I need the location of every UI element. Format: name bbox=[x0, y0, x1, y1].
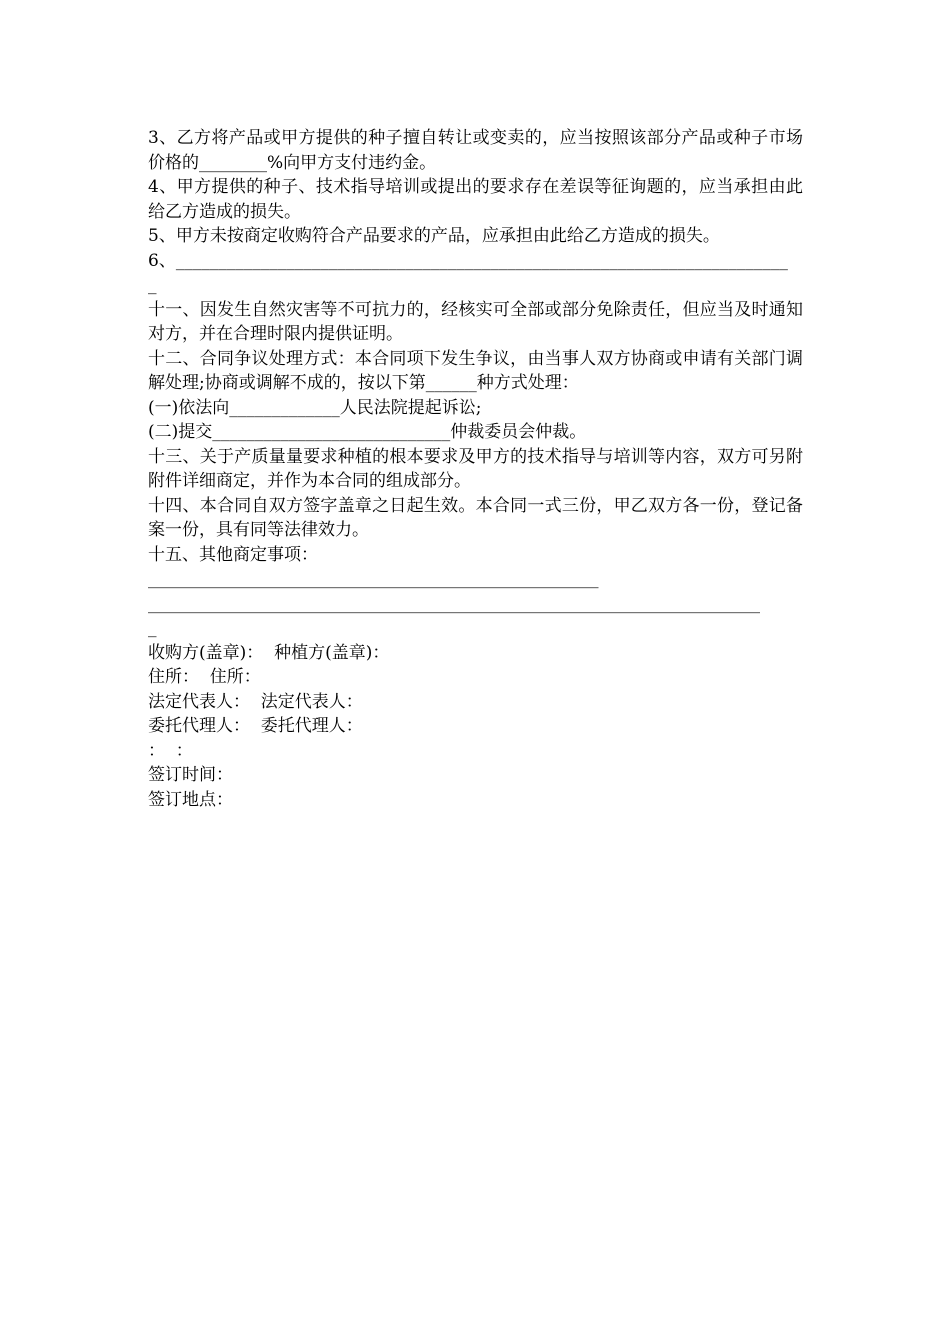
dispute-option-litigation: (一)依法向_____________人民法院提起诉讼; bbox=[148, 397, 482, 418]
other-matters-blank-1: _____________________________________________________ bbox=[148, 569, 599, 589]
clause-5: 5、甲方未按商定收购符合产品要求的产品，应承担由此给乙方造成的损失。 bbox=[148, 226, 720, 246]
signature-address: 住所： 住所： bbox=[148, 667, 261, 687]
dispute-option-arbitration: (二)提交____________________________仲裁委员会仲裁。 bbox=[148, 422, 587, 442]
clause-6-blank-tail: _ bbox=[148, 275, 157, 295]
clause-quality: 十三、关于产质量量要求种植的根本要求及甲方的技术指导与培训等内容，双方可另附附件详细商定，并作为本合同的组成部分。 bbox=[148, 446, 803, 491]
other-matters-blank-2: ________________________________________________________________________ bbox=[148, 593, 760, 614]
signature-parties: 收购方(盖章)： 种植方(盖章)： bbox=[148, 642, 390, 663]
signature-time: 签订时间： bbox=[148, 765, 233, 785]
signature-place: 签订地点： bbox=[148, 789, 233, 810]
clause-3: 3、乙方将产品或甲方提供的种子擅自转让或变卖的，应当按照该部分产品或种子市场价格的________%向甲方支付违约金。 bbox=[148, 128, 803, 173]
clause-6-blank: 6、________________________________________________________________________ bbox=[148, 250, 788, 271]
other-matters-blank-tail: _ bbox=[148, 618, 157, 638]
contract-text bbox=[148, 126, 803, 812]
signature-agent: 委托代理人： 委托代理人： bbox=[148, 716, 363, 736]
clause-effect: 十四、本合同自双方签字盖章之日起生效。本合同一式三份，甲乙双方各一份，登记备案一份，具有同等法律效力。 bbox=[148, 495, 803, 540]
signature-legal-rep: 法定代表人： 法定代表人： bbox=[148, 691, 363, 712]
signature-blank: ： ： bbox=[148, 740, 193, 761]
clause-4: 4、甲方提供的种子、技术指导培训或提出的要求存在差误等征询题的，应当承担由此给乙方造成的损失。 bbox=[148, 177, 803, 222]
clause-dispute: 十二、合同争议处理方式：本合同项下发生争议，由当事人双方协商或申请有关部门调解处理;协商或调解不成的，按以下第______种方式处理： bbox=[148, 348, 803, 393]
clause-other-matters: 十五、其他商定事项： bbox=[148, 544, 318, 565]
clause-force-majeure: 十一、因发生自然灾害等不可抗力的，经核实可全部或部分免除责任，但应当及时通知对方，并在合理时限内提供证明。 bbox=[148, 299, 803, 344]
